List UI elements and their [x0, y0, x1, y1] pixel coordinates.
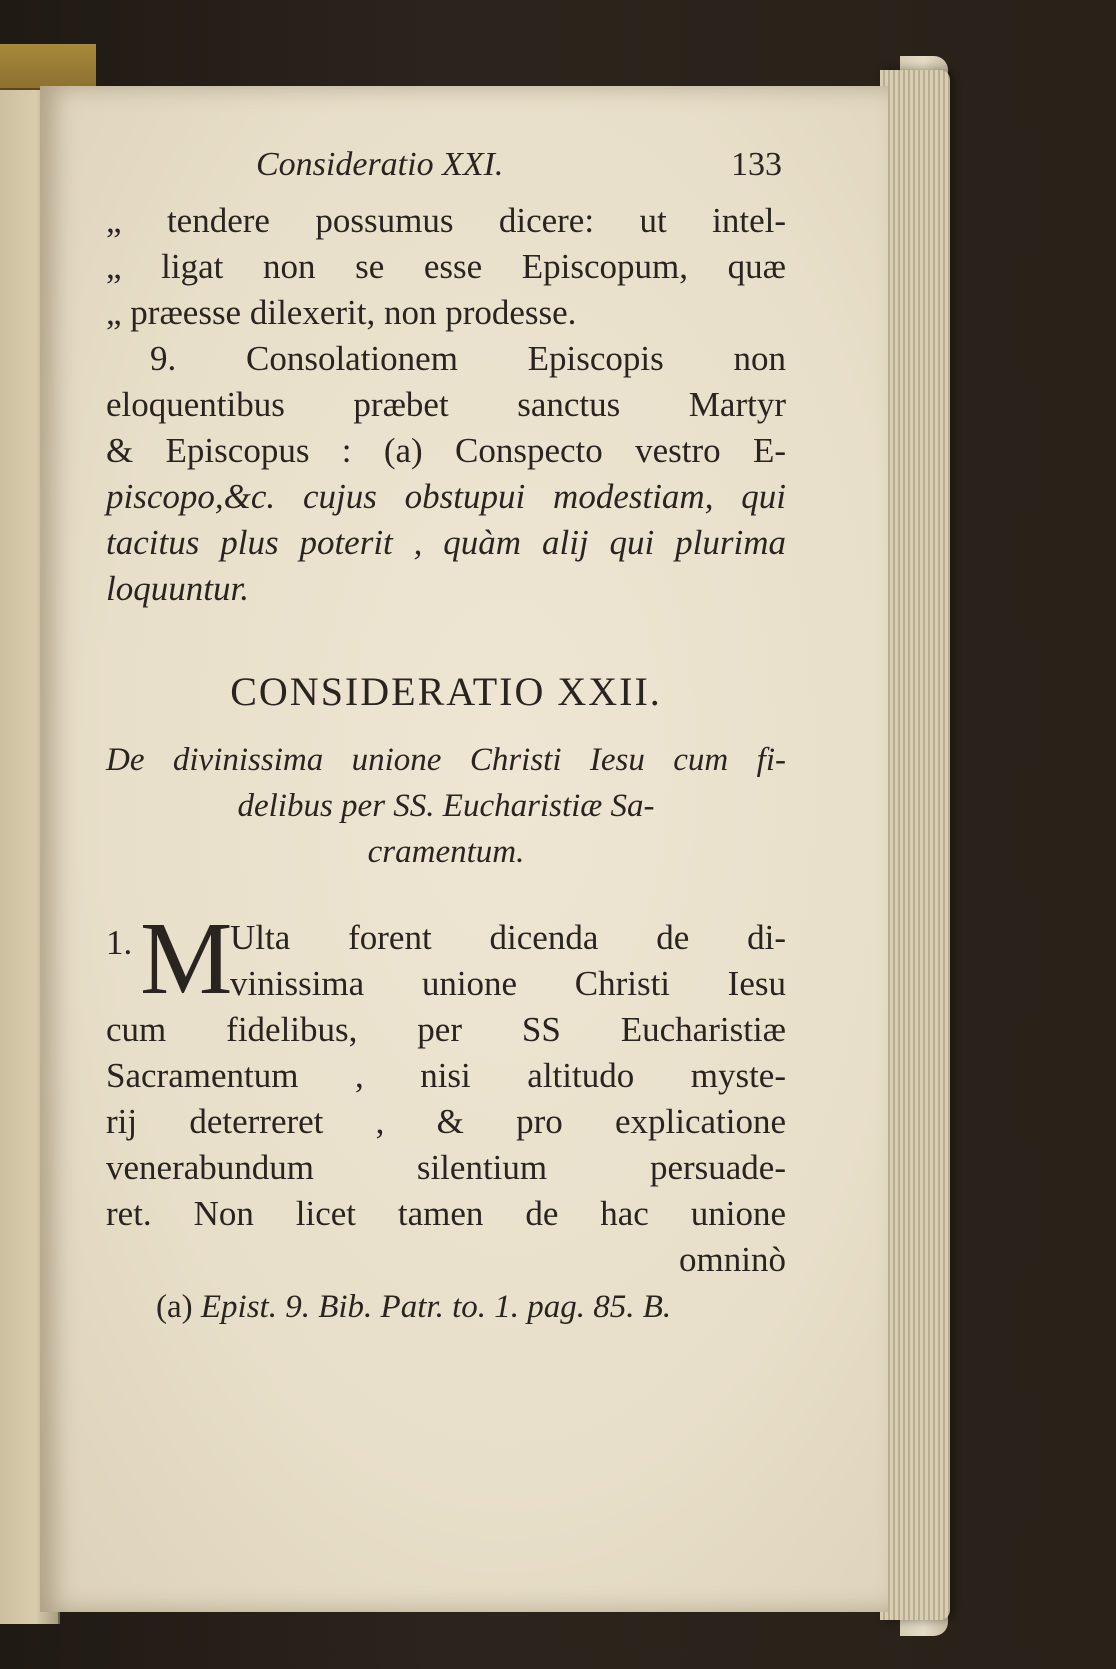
text-line: „ præesse dilexerit, non prodesse. [106, 293, 577, 332]
paragraph-number: 1. [106, 923, 133, 962]
text-line: venerabundum silentium persuade- [106, 1148, 786, 1187]
subtitle-line: De divinissima unione Christi Iesu cum fi- [106, 742, 786, 778]
text-line: piscopo,&c. cujus obstupui modestiam, qui [106, 477, 786, 516]
subtitle-line: cramentum. [367, 834, 525, 870]
paragraph-9 [106, 336, 786, 612]
text-line: loquuntur. [106, 569, 249, 608]
text-line: „ ligat non se esse Episcopum, quæ [106, 247, 786, 286]
page-edges [880, 70, 950, 1620]
text-line: eloquentibus præbet sanctus Martyr [106, 385, 786, 424]
section-heading: CONSIDERATIO XXII. [230, 669, 662, 714]
footnote-ref: (a) [156, 1289, 193, 1325]
text-line: tacitus plus poterit , quàm alij qui plurima [106, 523, 786, 562]
text-line: „ tendere possumus dicere: ut intel- [106, 201, 786, 240]
footnote-text: Epist. 9. Bib. Patr. to. 1. pag. 85. B. [200, 1289, 672, 1325]
book-page [40, 86, 888, 1612]
catchword: omninò [679, 1240, 786, 1279]
text-line: Ulta forent dicenda de di- [230, 918, 786, 957]
text-line: rij deterreret , & pro explicatione [106, 1102, 786, 1141]
text-line: ret. Non licet tamen de hac unione [106, 1194, 786, 1233]
page-number: 133 [731, 146, 782, 183]
drop-cap: M [140, 901, 233, 1016]
text-line: cum fidelibus, per SS Eucharistiæ [106, 1010, 786, 1049]
text-line: vinissima unione Christi Iesu [230, 964, 786, 1003]
text-line: Sacramentum , nisi altitudo myste- [106, 1056, 786, 1095]
page-header [106, 146, 786, 198]
spine-label [0, 44, 96, 90]
footnote [106, 1285, 786, 1329]
text-line: & Episcopus : (a) Conspecto vestro E- [106, 431, 786, 470]
subtitle-line: delibus per SS. Eucharistiæ Sa- [237, 788, 655, 824]
paragraph-1 [106, 901, 786, 1283]
continued-quotation [106, 198, 786, 336]
text-line: 9. Consolationem Episcopis non [150, 339, 786, 378]
section-subtitle [106, 737, 786, 875]
running-head: Consideratio XXI. [256, 146, 504, 183]
text-block [106, 146, 786, 1329]
